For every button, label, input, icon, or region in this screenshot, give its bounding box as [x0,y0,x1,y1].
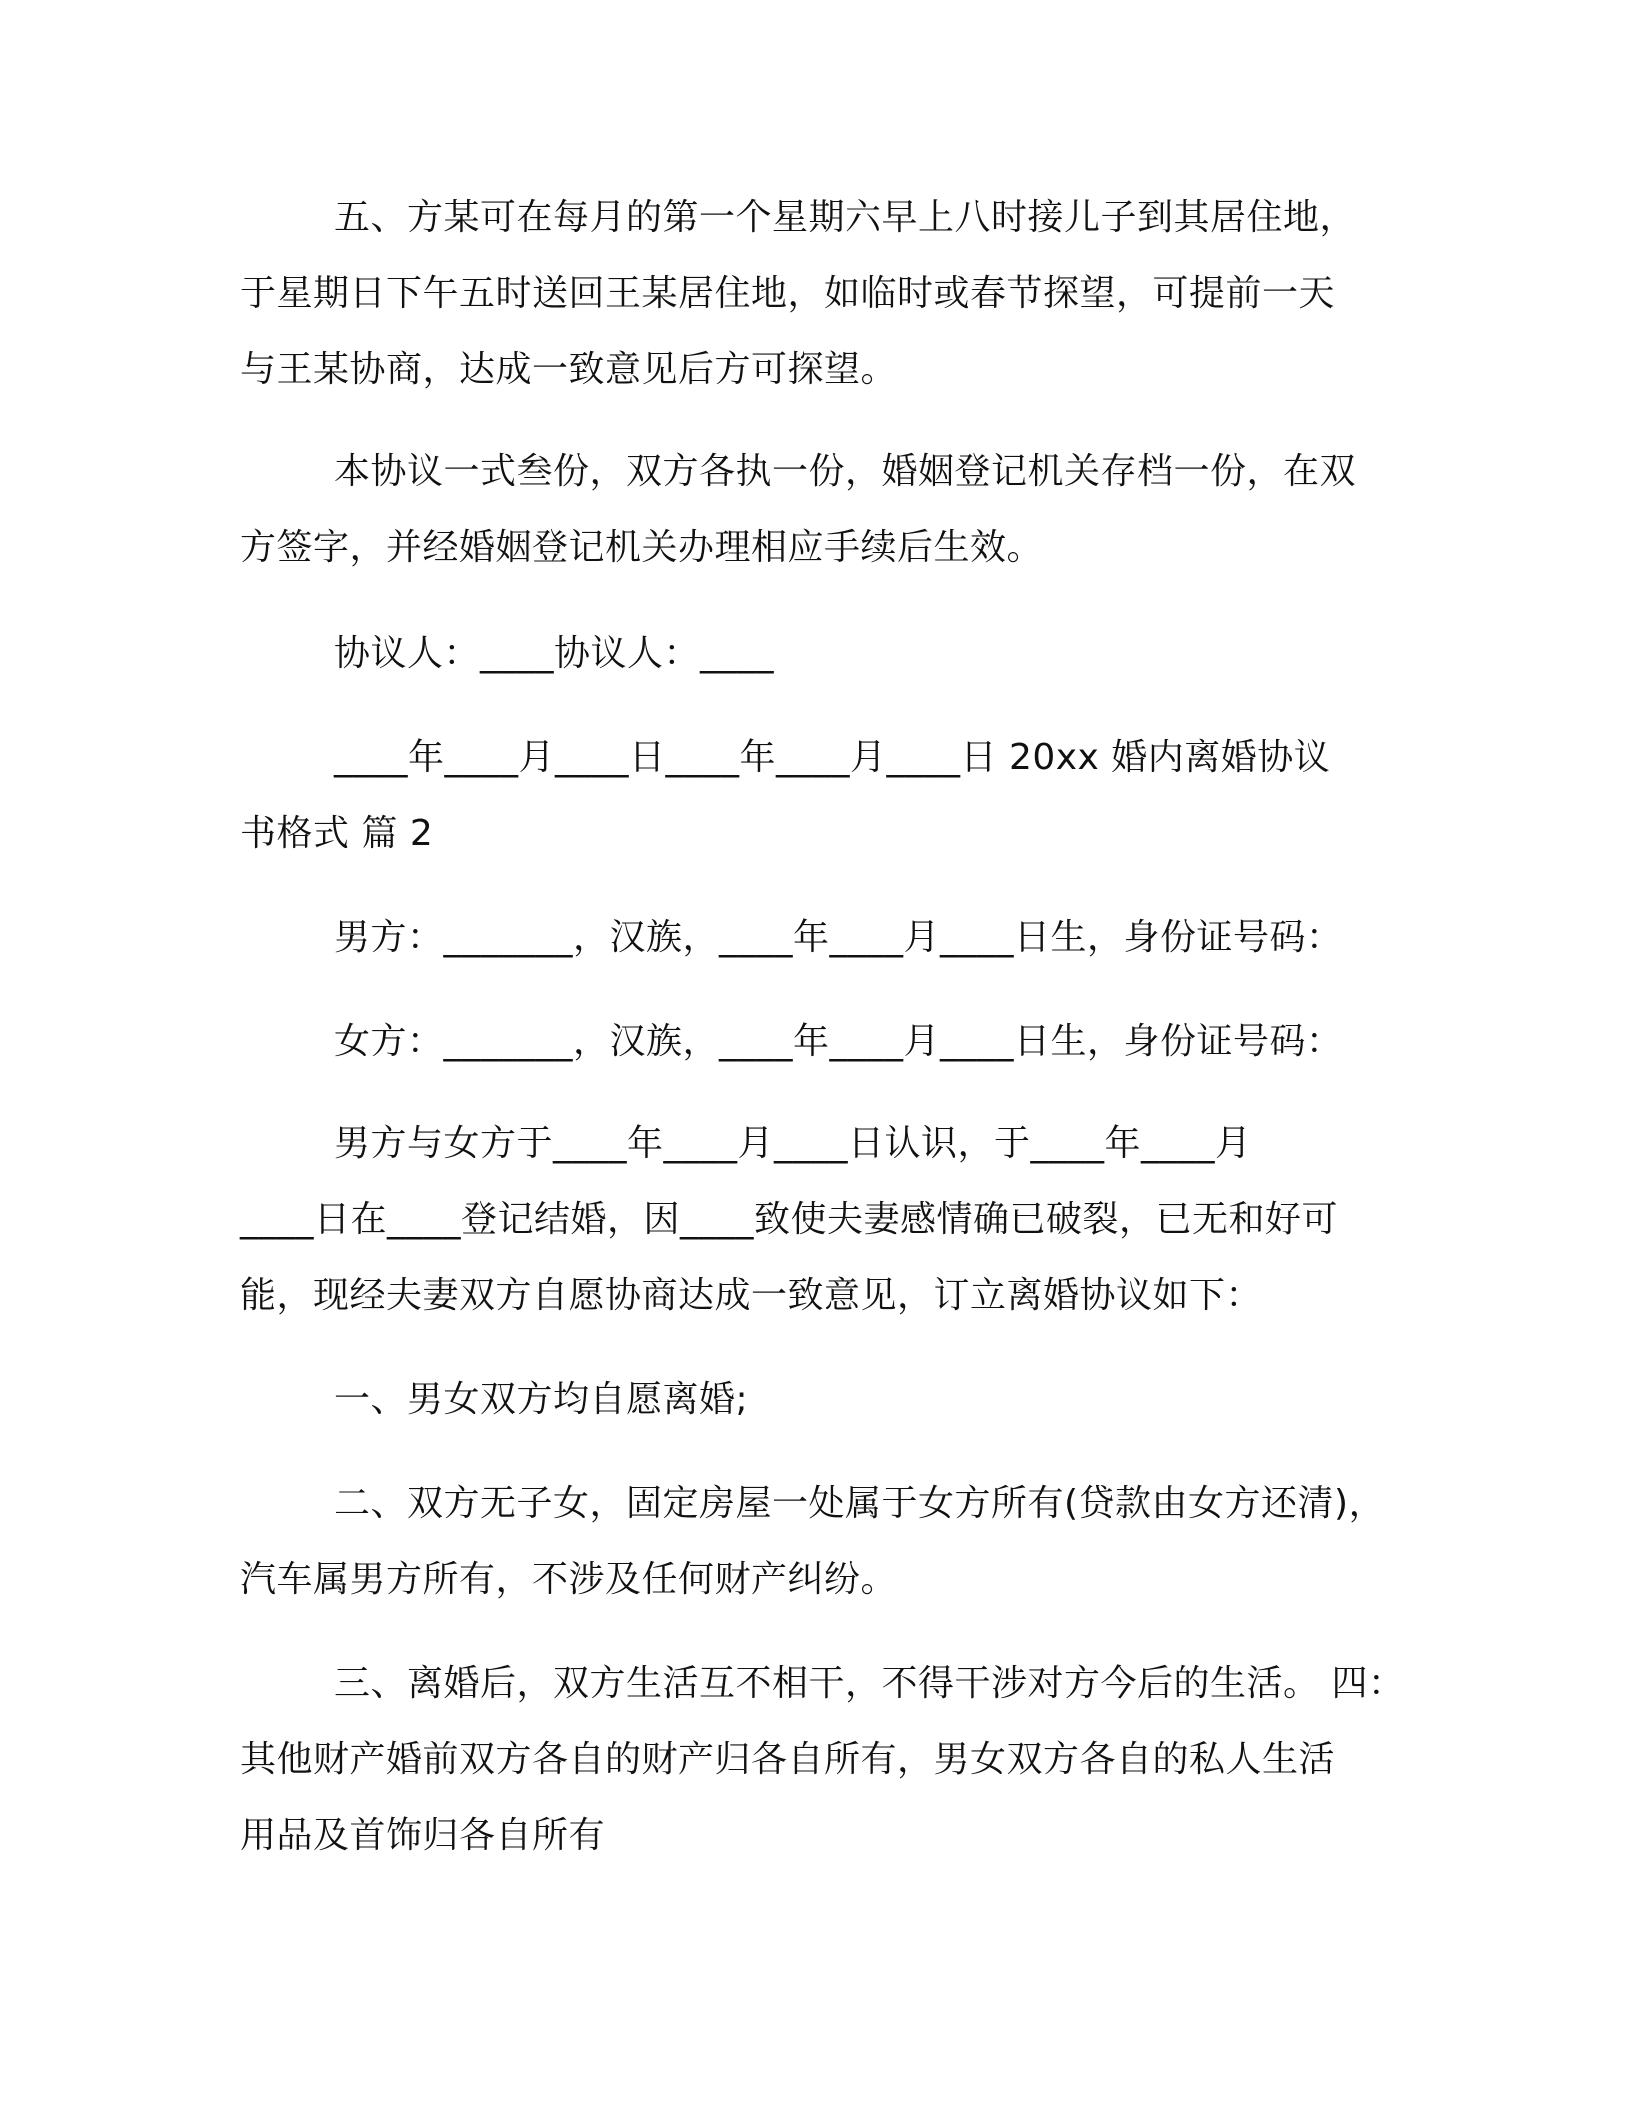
signatory-line: 协议人：____协议人：____ [334,633,775,674]
paragraph-1-line-1: 五、方某可在每月的第一个星期六早上八时接儿子到其居住地， [334,197,1357,238]
date-title-line-2: 书格式 篇 2 [240,813,434,854]
paragraph-2-line-2: 方签字，并经婚姻登记机关办理相应手续后生效。 [240,527,1044,568]
date-title-line-1: ____年____月____日____年____月____日 20xx 婚内离婚协议 [334,737,1331,778]
paragraph-1-line-3: 与王某协商，达成一致意见后方可探望。 [240,349,898,390]
clause-three-line-2: 其他财产婚前双方各自的财产归各自所有，男女双方各自的私人生活 [240,1739,1336,1780]
paragraph-7-line-2: ____日在____登记结婚，因____致使夫妻感情确已破裂，已无和好可 [240,1199,1339,1240]
paragraph-2-line-1: 本协议一式叁份，双方各执一份，婚姻登记机关存档一份，在双 [334,451,1357,492]
male-party-line: 男方：_______，汉族，____年____月____日生，身份证号码： [334,917,1343,958]
paragraph-7-line-3: 能，现经夫妻双方自愿协商达成一致意见，订立离婚协议如下： [240,1275,1263,1316]
clause-three-line-1: 三、离婚后，双方生活互不相干，不得干涉对方今后的生活。 四： [334,1663,1405,1704]
clause-three-line-3: 用品及首饰归各自所有 [240,1815,606,1856]
paragraph-7-line-1: 男方与女方于____年____月____日认识，于____年____月 [334,1123,1252,1164]
female-party-line: 女方：_______，汉族，____年____月____日生，身份证号码： [334,1021,1343,1062]
paragraph-1-line-2: 于星期日下午五时送回王某居住地，如临时或春节探望，可提前一天 [240,273,1336,314]
clause-one: 一、男女双方均自愿离婚; [334,1379,749,1420]
clause-two-line-2: 汽车属男方所有，不涉及任何财产纠纷。 [240,1559,898,1600]
clause-two-line-1: 二、双方无子女，固定房屋一处属于女方所有(贷款由女方还清)， [334,1483,1386,1524]
